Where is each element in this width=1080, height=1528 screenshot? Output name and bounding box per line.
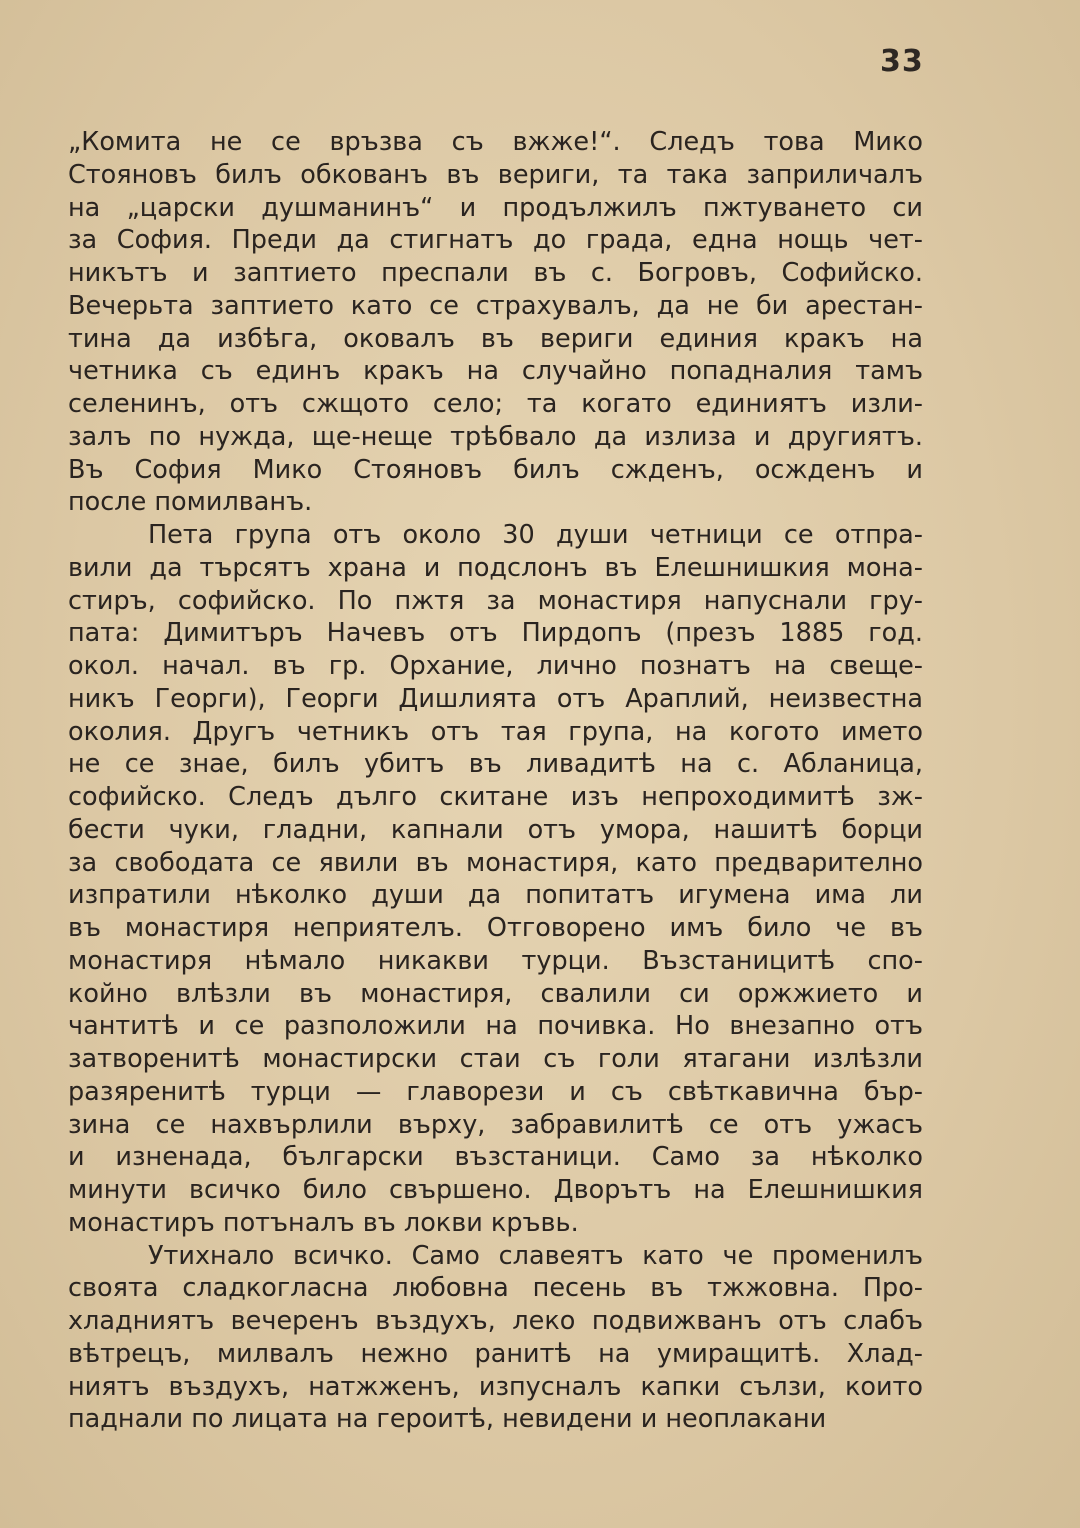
text-line: минути всичко било свършено. Дворътъ на Елешнишкия (68, 1175, 923, 1205)
text-line: вѣтрецъ, милвалъ нежно ранитѣ на умиращитѣ. Хлад- (68, 1338, 923, 1369)
text-line: монастиря нѣмало никакви турци. Възстаницитѣ спо- (68, 945, 923, 976)
paragraph (68, 519, 923, 1240)
text-line: никъ Георги), Георги Дишлията отъ Араплий, неизвестна (68, 683, 923, 714)
text-line: бести чуки, гладни, капнали отъ умора, нашитѣ борци (68, 814, 923, 845)
text-line: тина да избѣга, оковалъ въ вериги единия кракъ на (68, 323, 923, 354)
text-line: стиръ, софийско. По пжтя за монастиря напуснали гру- (68, 585, 923, 616)
text-line: никътъ и заптието преспали въ с. Богровъ, Софийско. (68, 258, 923, 288)
paragraph (68, 126, 923, 519)
text-line: монастиръ потъналъ въ локви кръвь. (68, 1207, 579, 1238)
text-line: после помилванъ. (68, 487, 313, 518)
text-line: четника съ единъ кракъ на случайно попадналия тамъ (68, 356, 923, 387)
text-line: Вечерьта заптието като се страхувалъ, да не би арестан- (68, 290, 923, 321)
text-line: ниятъ въздухъ, натжженъ, изпусналъ капки сълзи, които (68, 1371, 923, 1402)
text-line: Стояновъ билъ обкованъ въ вериги, та така заприличалъ (68, 159, 923, 190)
text-line: койно влѣзли въ монастиря, свалили си оржжието и (68, 978, 923, 1009)
text-line: за София. Преди да стигнатъ до града, една нощь чет- (68, 225, 923, 256)
text-line: пата: Димитъръ Начевъ отъ Пирдопъ (презъ 1885 год. (68, 618, 923, 649)
text-line: Пета група отъ около 30 души четници се отпра- (148, 520, 923, 550)
text-line: чантитѣ и се разположили на почивка. Но внезапно отъ (68, 1011, 923, 1042)
text-line: не се знае, билъ убитъ въ ливадитѣ на с. Абланица, (68, 749, 923, 780)
text-line: за свободата се явили въ монастиря, като предварително (68, 847, 923, 878)
text-line: хладниятъ вечеренъ въздухъ, леко подвижванъ отъ слабъ (68, 1306, 923, 1336)
text-line: залъ по нужда, ще-неще трѣбвало да излиза и другиятъ. (68, 421, 923, 452)
text-line: „Комита не се връзва съ вжже!“. Следъ това Мико (68, 127, 923, 157)
text-line: своята сладкогласна любовна песень въ тжжовна. Про- (68, 1273, 923, 1304)
text-line: околия. Другъ четникъ отъ тая група, на когото името (68, 716, 923, 747)
text-line: изпратили нѣколко души да попитатъ игумена има ли (68, 880, 923, 911)
paragraph (68, 1240, 923, 1437)
page-number: 33 (880, 44, 924, 79)
text-line: окол. начал. въ гр. Орхание, лично познатъ на свеще- (68, 651, 923, 681)
text-line: разяренитѣ турци — главорези и съ свѣткавична бър- (68, 1076, 923, 1107)
text-line: зина се нахвърлили върху, забравилитѣ се отъ ужасъ (68, 1109, 923, 1140)
text-line: вили да търсятъ храна и подслонъ въ Елешнишкия мона- (68, 552, 923, 583)
text-line: затворенитѣ монастирски стаи съ голи ятагани излѣзли (68, 1044, 923, 1074)
text-line: Въ София Мико Стояновъ билъ сжденъ, осжденъ и (68, 454, 923, 485)
text-line: и изненада, български възстаници. Само за нѣколко (68, 1142, 923, 1173)
body-text (68, 126, 923, 1436)
text-line: паднали по лицата на героитѣ, невидени и неоплакани (68, 1404, 827, 1435)
text-line: на „царски душманинъ“ и продължилъ пжтуването си (68, 192, 923, 223)
text-line: селенинъ, отъ сжщото село; та когато единиятъ изли- (68, 389, 923, 419)
text-line: софийско. Следъ дълго скитане изъ непроходимитѣ зж- (68, 782, 923, 812)
text-line: въ монастиря неприятелъ. Отговорено имъ било че въ (68, 913, 923, 943)
text-line: Утихнало всичко. Само славеятъ като че променилъ (148, 1240, 923, 1271)
